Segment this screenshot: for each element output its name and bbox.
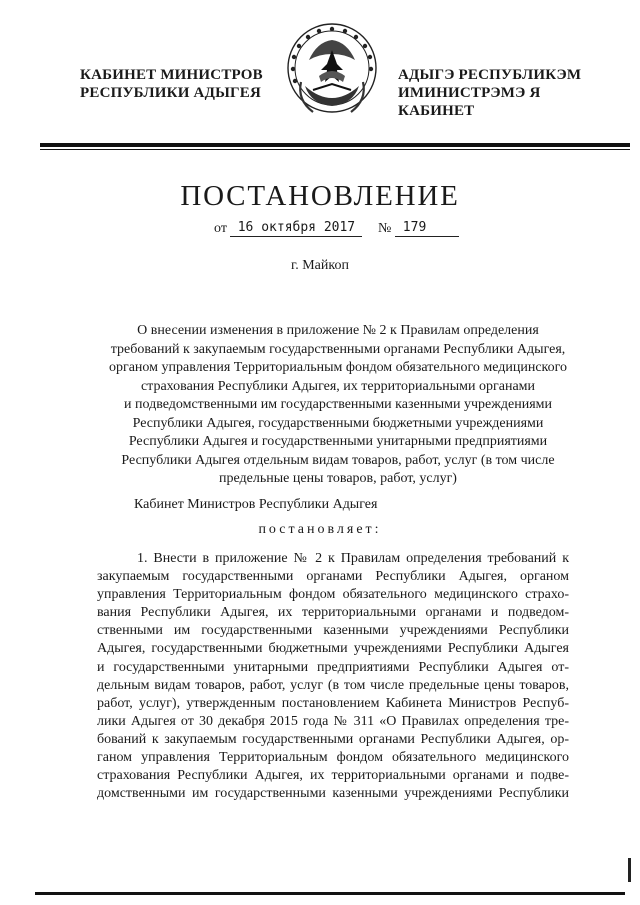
subject-line: органом управления Территориальным фондом обязательного медицинского	[108, 360, 568, 375]
bottom-scan-border	[35, 892, 625, 895]
document-date: 16 октября 2017	[230, 220, 362, 237]
issuer-header-line: АДЫГЭ РЕСПУБЛИКЭМ	[398, 67, 582, 83]
paragraph-line: бований к закупаемым государственными органами Республики Адыгея, ор-	[97, 731, 569, 747]
paragraph-line: 1. Внести в приложение № 2 к Правилам определения требований к	[137, 551, 569, 566]
paragraph-line: работ, услуг), утвержденным постановлением Кабинета Министров Респуб-	[97, 695, 569, 711]
adygea-coat-of-arms-icon	[283, 20, 381, 120]
issuer-header-line: КАБИНЕТ МИНИСТРОВ	[80, 67, 263, 83]
paragraph-line: дельным видам товаров, работ, услуг (в том числе предельные цены товаров,	[97, 677, 569, 693]
issuer-header-line: РЕСПУБЛИКИ АДЫГЕЯ	[80, 85, 262, 101]
scan-edge-mark	[628, 858, 631, 882]
city: г. Майкоп	[291, 258, 349, 273]
header-divider-thick	[40, 143, 630, 147]
date-number-line	[214, 220, 459, 240]
subject-line: требований к закупаемым государственными органами Республики Адыгея,	[110, 341, 566, 357]
paragraph-line: и государственными унитарными предприятиями Республики Адыгея от-	[97, 659, 569, 675]
resolves-heading: постановляет:	[258, 522, 382, 537]
issuer-header-adyghe	[398, 66, 618, 120]
document-subject	[88, 322, 588, 489]
subject-line: страхования Республики Адыгея, их территориальными органами	[140, 378, 536, 394]
paragraph-line: вания Республики Адыгея, их территориальными органами и подведом-	[97, 605, 569, 621]
paragraph-line: ганом управления Территориальным фондом обязательного медицинского	[97, 750, 569, 766]
date-prefix: от	[214, 221, 227, 236]
subject-line: Республики Адыгея отдельным видам товаров, работ, услуг (в том числе	[121, 452, 555, 468]
subject-line: О внесении изменения в приложение № 2 к Правилам определения	[137, 323, 539, 338]
subject-line: Республики Адыгея и государственными унитарными предприятиями	[128, 434, 548, 449]
document-number: 179	[395, 220, 459, 237]
paragraph-line: лики Адыгея от 30 декабря 2015 года № 311 «О Правилах определения тре-	[97, 713, 569, 729]
number-prefix: №	[377, 221, 392, 236]
issuer-header-russian	[80, 66, 270, 102]
issuer-header-line: ИМИНИСТРЭМЭ Я КАБИНЕТ	[398, 85, 541, 119]
paragraph-line: ственными им государственными казенными учреждениями Республики	[97, 623, 569, 639]
paragraph-line: закупаемым государственными органами Республики Адыгея, органом	[97, 569, 569, 585]
paragraph-line: управления Территориальным фондом обязательного медицинского страхо-	[97, 587, 569, 603]
subject-line: Республики Адыгея, государственными бюджетными учреждениями	[132, 415, 544, 431]
header-divider-thin	[40, 149, 630, 150]
paragraph-line: Адыгея, государственными бюджетными учреждениями Республики Адыгея	[97, 641, 569, 657]
subject-line: и подведомственными им государственными казенными учреждениями	[123, 397, 553, 412]
body-paragraph	[97, 550, 569, 803]
issuer-statement: Кабинет Министров Республики Адыгея	[134, 497, 378, 512]
document-title: ПОСТАНОВЛЕНИЕ	[180, 180, 460, 212]
subject-line: предельные цены товаров, работ, услуг)	[219, 471, 457, 486]
paragraph-line: домственными им государственными казенными учреждениями Республики	[97, 786, 569, 802]
paragraph-line: страхования Республики Адыгея, их территориальными органами и подве-	[97, 768, 569, 784]
